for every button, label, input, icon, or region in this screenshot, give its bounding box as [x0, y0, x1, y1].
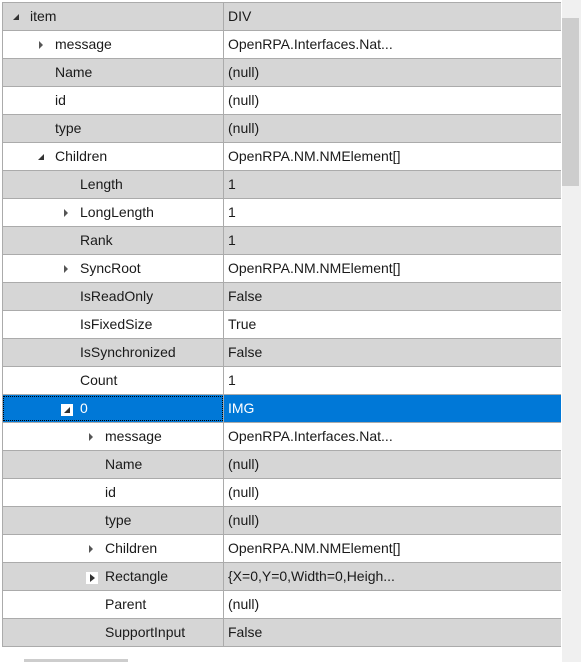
property-name-label: 0 — [80, 400, 88, 416]
property-value-cell[interactable]: OpenRPA.Interfaces.Nat... — [224, 31, 561, 58]
tree-row[interactable] — [2, 143, 561, 171]
expanded-triangle-icon[interactable] — [36, 152, 46, 162]
property-value-cell[interactable]: False — [224, 619, 561, 646]
tree-row[interactable] — [2, 591, 561, 619]
expanded-triangle-icon[interactable] — [61, 404, 71, 414]
tree-row[interactable] — [2, 479, 561, 507]
property-name-label: Children — [55, 148, 108, 164]
property-name-label: LongLength — [80, 204, 154, 220]
property-name-label: message — [55, 36, 112, 52]
property-name-cell[interactable] — [2, 395, 224, 422]
tree-row[interactable] — [2, 31, 561, 59]
tree-row[interactable] — [2, 115, 561, 143]
property-name-label: item — [30, 8, 57, 24]
property-tree-grid — [2, 2, 561, 647]
tree-row[interactable] — [2, 395, 561, 423]
collapsed-triangle-icon[interactable] — [61, 208, 71, 218]
tree-row[interactable] — [2, 87, 561, 115]
property-name-cell[interactable] — [2, 535, 224, 562]
property-name-cell[interactable] — [2, 227, 224, 254]
property-name-label: type — [105, 512, 132, 528]
tree-row[interactable] — [2, 171, 561, 199]
property-name-cell[interactable] — [2, 591, 224, 618]
property-name-cell[interactable] — [2, 367, 224, 394]
property-value-cell[interactable]: (null) — [224, 59, 561, 86]
tree-row[interactable] — [2, 507, 561, 535]
property-value-cell[interactable]: IMG — [224, 395, 561, 422]
property-name-label: Count — [80, 372, 118, 388]
tree-row[interactable] — [2, 339, 561, 367]
tree-row[interactable] — [2, 59, 561, 87]
tree-row[interactable] — [2, 619, 561, 647]
property-name-label: message — [105, 428, 162, 444]
property-name-cell[interactable] — [2, 423, 224, 450]
tree-row[interactable] — [2, 423, 561, 451]
property-name-label: SyncRoot — [80, 260, 141, 276]
tree-row[interactable] — [2, 535, 561, 563]
property-name-cell[interactable] — [2, 339, 224, 366]
property-value-cell[interactable]: False — [224, 283, 561, 310]
property-value-cell[interactable]: OpenRPA.NM.NMElement[] — [224, 535, 561, 562]
property-name-label: Children — [105, 540, 158, 556]
property-name-cell[interactable] — [2, 171, 224, 198]
property-name-cell[interactable] — [2, 59, 224, 86]
vertical-scrollbar-thumb[interactable] — [562, 18, 579, 186]
property-name-cell[interactable] — [2, 3, 224, 30]
property-name-cell[interactable] — [2, 87, 224, 114]
property-name-label: type — [55, 120, 82, 136]
property-name-label: IsFixedSize — [80, 316, 153, 332]
property-value-cell[interactable]: (null) — [224, 479, 561, 506]
property-value-cell[interactable]: (null) — [224, 115, 561, 142]
property-name-cell[interactable] — [2, 507, 224, 534]
property-value-cell[interactable]: True — [224, 311, 561, 338]
collapsed-triangle-icon[interactable] — [86, 572, 96, 582]
property-name-cell[interactable] — [2, 563, 224, 590]
collapsed-triangle-icon[interactable] — [86, 544, 96, 554]
property-value-cell[interactable]: OpenRPA.NM.NMElement[] — [224, 143, 561, 170]
property-value-cell[interactable]: OpenRPA.NM.NMElement[] — [224, 255, 561, 282]
property-name-cell[interactable] — [2, 619, 224, 646]
property-name-cell[interactable] — [2, 115, 224, 142]
property-name-label: id — [55, 92, 66, 108]
property-name-cell[interactable] — [2, 31, 224, 58]
property-name-cell[interactable] — [2, 479, 224, 506]
property-value-cell[interactable]: {X=0,Y=0,Width=0,Heigh... — [224, 563, 561, 590]
tree-row[interactable] — [2, 451, 561, 479]
tree-row[interactable] — [2, 563, 561, 591]
property-name-label: IsReadOnly — [80, 288, 154, 304]
property-value-cell[interactable]: OpenRPA.Interfaces.Nat... — [224, 423, 561, 450]
property-name-cell[interactable] — [2, 199, 224, 226]
property-name-cell[interactable] — [2, 451, 224, 478]
collapsed-triangle-icon[interactable] — [61, 264, 71, 274]
property-name-cell[interactable] — [2, 283, 224, 310]
property-value-cell[interactable]: (null) — [224, 591, 561, 618]
property-name-cell[interactable] — [2, 311, 224, 338]
property-name-label: IsSynchronized — [80, 344, 176, 360]
tree-row[interactable] — [2, 227, 561, 255]
property-name-label: Parent — [105, 596, 147, 612]
property-name-cell[interactable] — [2, 255, 224, 282]
property-value-cell[interactable]: 1 — [224, 227, 561, 254]
property-value-cell[interactable]: 1 — [224, 199, 561, 226]
expanded-triangle-icon[interactable] — [11, 12, 21, 22]
tree-row[interactable] — [2, 367, 561, 395]
property-name-cell[interactable] — [2, 143, 224, 170]
property-name-label: Name — [105, 456, 143, 472]
property-name-label: Length — [80, 176, 123, 192]
tree-row[interactable] — [2, 255, 561, 283]
property-name-label: Rank — [80, 232, 113, 248]
property-value-cell[interactable]: (null) — [224, 87, 561, 114]
property-value-cell[interactable]: 1 — [224, 367, 561, 394]
tree-row[interactable] — [2, 311, 561, 339]
collapsed-triangle-icon[interactable] — [36, 40, 46, 50]
property-value-cell[interactable]: (null) — [224, 507, 561, 534]
tree-row[interactable] — [2, 283, 561, 311]
property-value-cell[interactable]: DIV — [224, 3, 561, 30]
tree-row[interactable] — [2, 199, 561, 227]
property-name-label: SupportInput — [105, 624, 186, 640]
property-value-cell[interactable]: (null) — [224, 451, 561, 478]
property-name-label: Rectangle — [105, 568, 169, 584]
property-value-cell[interactable]: False — [224, 339, 561, 366]
collapsed-triangle-icon[interactable] — [86, 432, 96, 442]
property-value-cell[interactable]: 1 — [224, 171, 561, 198]
tree-row[interactable] — [2, 3, 561, 31]
property-name-label: id — [105, 484, 116, 500]
property-name-label: Name — [55, 64, 93, 80]
